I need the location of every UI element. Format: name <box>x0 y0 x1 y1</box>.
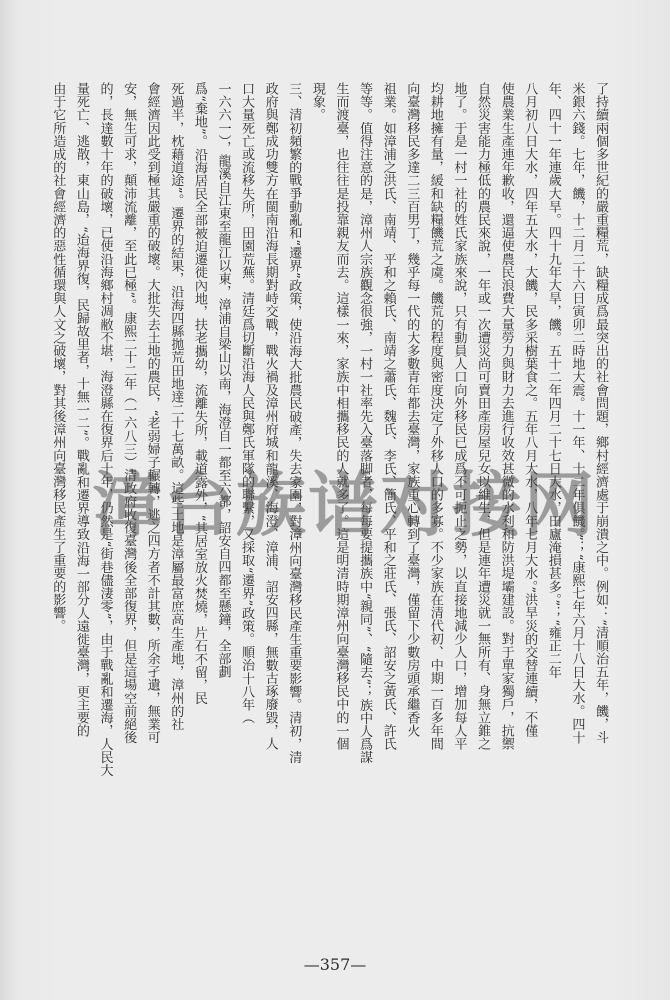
text-column: 一六六一），龍溪自江東至龍江以東，漳浦自梁山以南，海澄自一都至六都，詔安自四都至懸鐘，全部劃 <box>215 82 231 679</box>
text-column: 自然災害能力極低的農民來說，一年或一次遭災尚可賣田產房屋兒女以維生，但是連年遭災就一無所有、身無立錐之 <box>475 82 491 751</box>
text-column: 米銀六錢。七年，饑，十二月二十六日寅卯二時地大震。十一年、十二年俱饑。”；“康熙七年六月十八日大水。四十 <box>569 82 585 744</box>
text-column: 年、四十一年連歲大旱。四十九年大旱，饑。五十二年四月二十七日大水，田廬淹損甚多。”；“雍正二年 <box>545 82 561 679</box>
text-column: 生而渡臺，也往往是投靠親友而去。這樣一來，家族中相攜移民的人就多了。這是明清時期漳州向臺灣移民中的一個 <box>333 82 349 751</box>
text-column: 口大量死亡或流移失所，田園荒蕪。清廷爲切斷沿海人民與鄭氏軍隊的聯繫，又採取“遷界”政策。順治十八年（ <box>239 82 255 725</box>
text-column: 死過半，枕藉道途”。遷界的結果，沿海四縣拋荒田地達二十七萬畝。這些土地是漳屬最富庶高生產地，漳州的社 <box>168 82 184 731</box>
text-column: 等等。值得注意的是，漳州人宗族觀念很強，一村一社率先入臺落脚者，每每要提攜族中“親同”、“隨去”；族中人爲謀 <box>357 82 373 764</box>
section-heading-column: 三、清初頻繁的戰爭動亂和“遷界”政策，使沿海大批農民破產，失去家園，對漳州向臺灣移民產生重要影響。清初，清 <box>286 82 302 764</box>
site-watermark: 漳台族谱对接网 <box>92 464 596 546</box>
text-column: 八月初八日大水，四年五大水，大饑，民多采樹葉食之。五年八月大水，八年七月大水。”洪旱災的交替連續，不僅 <box>522 82 538 738</box>
text-column: 均耕地擁有量，緩和缺糧饑荒之虞。饑荒的程度與密度決定了外移人口的多寡。不少家族在清代初、中期一百多年間 <box>427 82 443 751</box>
text-column: 了持續兩個多世紀的嚴重糧荒，缺糧成爲最突出的社會問題，鄉村經濟處于崩潰之中。例如：“清順治五年，饑，斗 <box>593 82 608 744</box>
page-number: —357— <box>303 955 367 974</box>
text-column: 由于它所造成的社會經濟的惡性循環與人文之破壞，對其後漳州向臺灣移民產生了重要的影響。 <box>50 82 66 633</box>
text-column: 會經濟因此受到極其嚴重的破壞。大批失去土地的農民，“老弱婦子輾轉，逃之四方者不計其數，所余孑遺，無業可 <box>144 82 160 744</box>
text-column: 現象。 <box>309 82 325 122</box>
vertical-body-text <box>50 82 612 794</box>
text-column: 地了。于是一村一社的姓氏家族來說，只有動員人口向外移民已成爲不可扼止之勢，以直接地減少人口，增加每人平 <box>451 82 467 751</box>
text-column: 安，無生可求，顛沛流離，至此已極”。康熙二十二年（一六八三）清政府收復臺灣後全部復界，但是這場空前絕後 <box>121 82 137 744</box>
text-column: 使農業生產連年歉收，還逼使農民浪費大量勞力與財力去進行收效甚微的水利和防洪堤壩建設。對于單家獨戶，抗禦 <box>498 82 514 751</box>
text-column: 祖業。如漳浦之洪氏、南靖、平和之賴氏、南靖之蕭氏、魏氏、李氏、簡氏、平和之莊氏、張氏、詔安之黃氏、許氏 <box>380 82 396 751</box>
text-column: 爲“棄地”。沿海居民全部被迫遷徙內地，扶老攜幼，流離失所，載道露外，“其居室放火焚燒，片石不留，民 <box>191 82 207 705</box>
text-column: 向臺灣移民多達二三百男丁，幾乎每一代的大多數青年都去臺灣，家族重心轉到了臺灣，僅留下少數房頭承繼香火 <box>404 82 420 737</box>
text-column: 的，長達數十年的破壞，已使沿海鄉村凋敝不堪，海澄縣在復界后十年，仍然是“街巷儘淒零”，由于戰亂和遷海，人民大 <box>97 82 113 777</box>
text-column: 政府與鄭成功雙方在閩南沿海長期對峙交戰，戰火禍及漳州府城和龍溪、海澄、漳浦、詔安四縣，無數古琢廢毀，人 <box>262 82 278 751</box>
text-column: 量死亡、逃散，東山島，“迨海界復，民歸故里者，十無一二”。戰亂和遷界導致沿海一部分人遠徙臺灣，更主要的 <box>73 82 89 738</box>
